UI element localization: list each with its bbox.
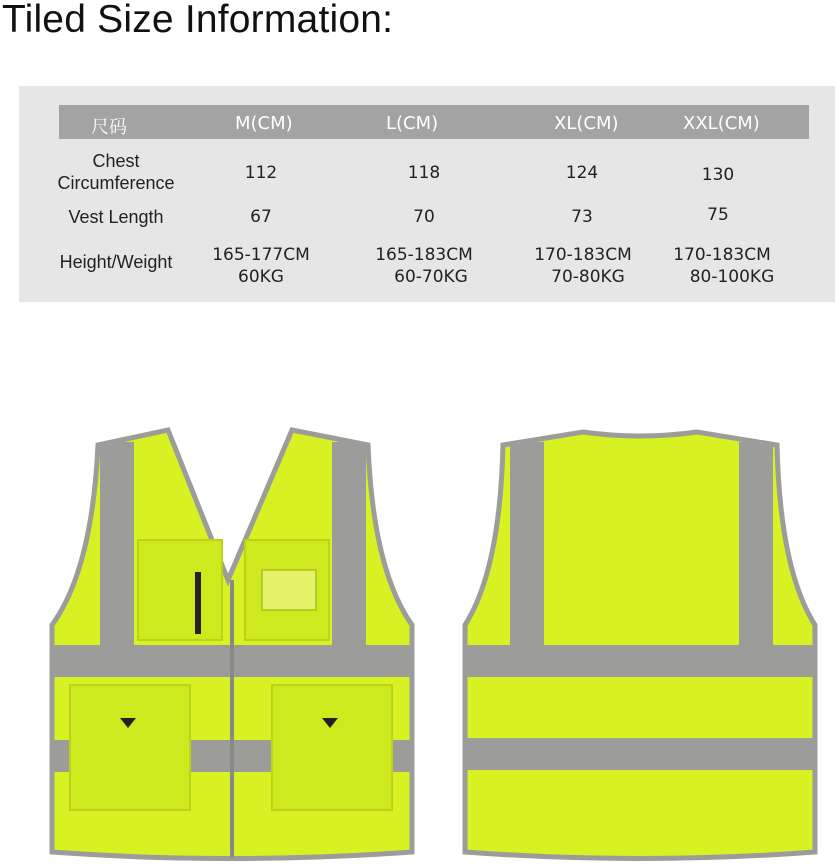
table-cell: 75 — [707, 205, 729, 225]
pen-slot — [195, 572, 201, 634]
reflective-band — [465, 738, 815, 770]
row-label-line: Chest — [92, 151, 140, 171]
vest-front-image — [40, 420, 425, 865]
header-m: M(CM) — [235, 113, 293, 134]
chest-pocket — [138, 540, 222, 640]
table-cell: 70 — [413, 207, 435, 227]
table-cell — [364, 244, 484, 288]
reflective-strip — [100, 442, 134, 652]
cell-line: 170-183CM — [534, 245, 632, 265]
cell-line: 170-183CM — [673, 245, 771, 265]
header-xxl: XXL(CM) — [683, 113, 760, 134]
table-cell: 112 — [244, 163, 278, 183]
table-cell: 73 — [571, 207, 593, 227]
cell-line: 70-80KG — [551, 267, 625, 287]
reflective-strip — [332, 442, 366, 652]
lower-pocket — [272, 685, 392, 810]
reflective-strip — [739, 442, 773, 652]
cell-line: 165-177CM — [212, 245, 310, 265]
table-cell — [662, 244, 782, 288]
size-table — [19, 86, 835, 302]
cell-line: 60-70KG — [394, 267, 468, 287]
table-cell: 124 — [565, 163, 599, 183]
table-cell — [523, 244, 643, 288]
row-label-vest-length: Vest Length — [68, 207, 164, 227]
table-cell — [201, 244, 321, 288]
row-label-line: Circumference — [57, 173, 175, 193]
id-badge-holder — [262, 570, 316, 610]
page-title: Tiled Size Information: — [2, 0, 394, 41]
row-label-chest — [41, 150, 191, 194]
header-size: 尺码 — [91, 117, 127, 138]
cell-line: 165-183CM — [375, 245, 473, 265]
table-cell: 67 — [250, 207, 272, 227]
vest-back-image — [455, 420, 825, 865]
cell-line: 60KG — [238, 267, 284, 287]
header-l: L(CM) — [386, 113, 439, 134]
table-cell: 130 — [701, 165, 735, 185]
table-cell: 118 — [407, 163, 441, 183]
row-label-height-weight: Height/Weight — [59, 252, 173, 272]
reflective-strip — [510, 442, 544, 652]
cell-line: 80-100KG — [689, 267, 775, 287]
header-xl: XL(CM) — [554, 113, 619, 134]
lower-pocket — [70, 685, 190, 810]
reflective-band — [465, 645, 815, 677]
